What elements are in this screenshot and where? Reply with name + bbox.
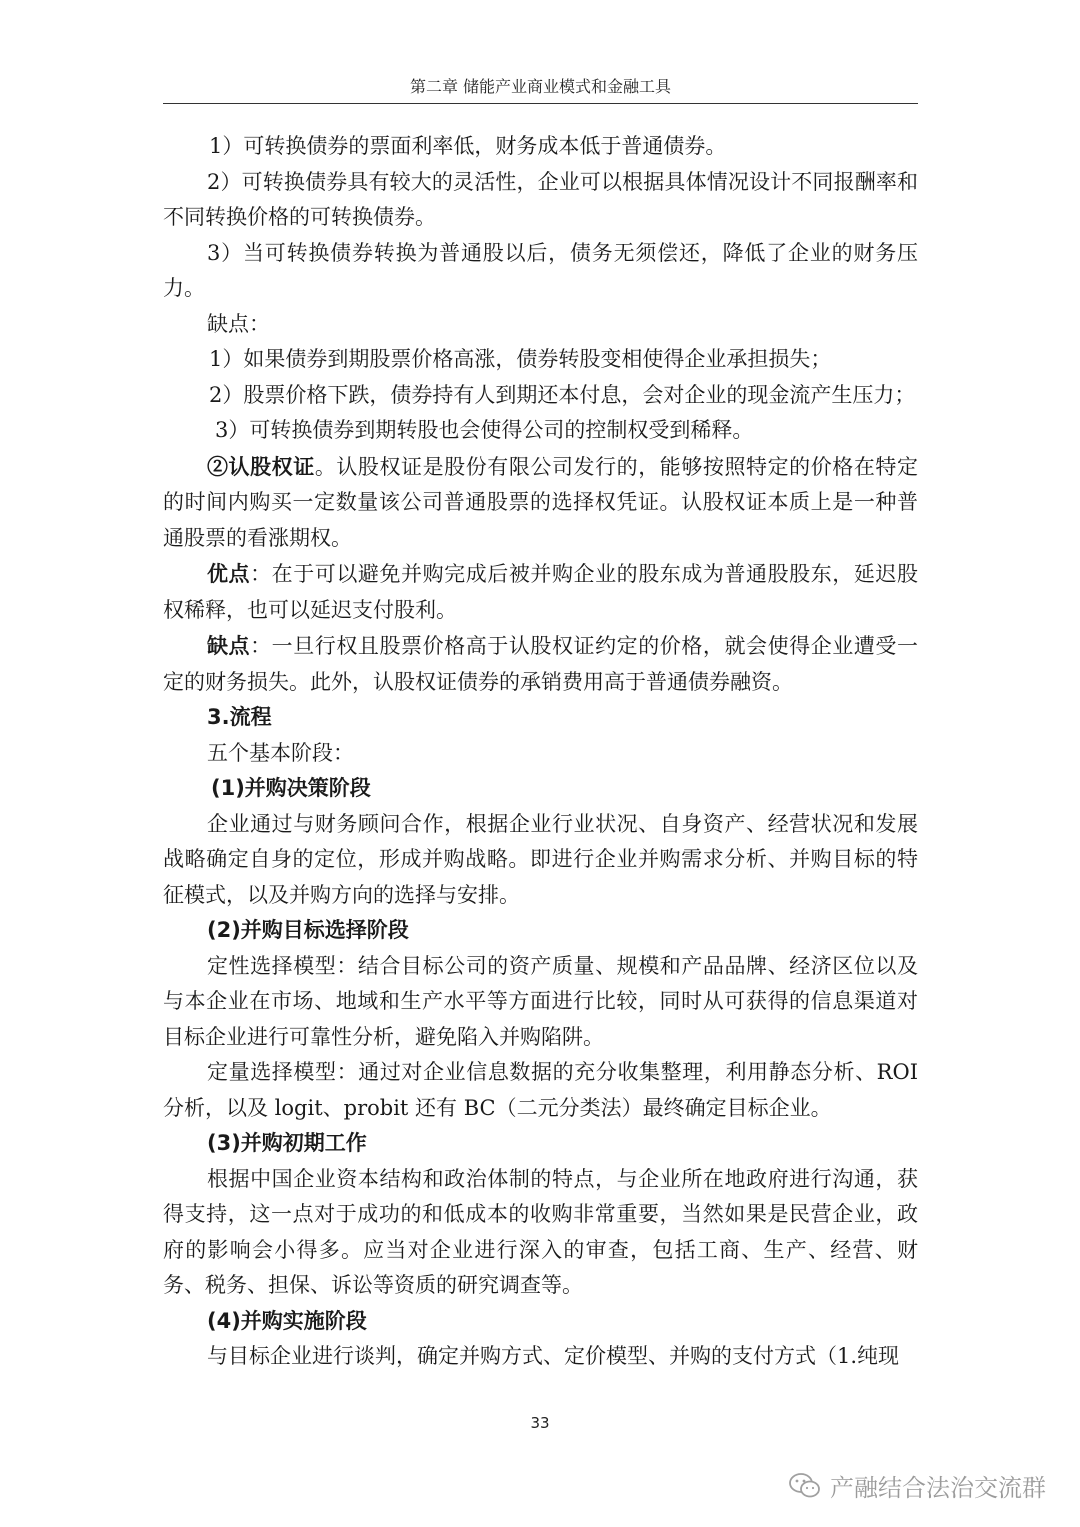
header-divider [163,103,918,104]
qualitative-model-paragraph: 定性选择模型：结合目标公司的资产质量、规模和产品品牌、经济区位以及与本企业在市场、地域和生产水平等方面进行比较，同时从可获得的信息渠道对目标企业进行可靠性分析，避免陷入并购陷阱。 [163,953,918,1049]
disadvantage-item-1: 1）如果债券到期股票价格高涨，债券转股变相使得企业承担损失； [209,347,832,371]
stage-heading-4: (4)并购实施阶段 [207,1308,367,1333]
page-body [163,129,918,1375]
stage-4-paragraph: 与目标企业进行谈判，确定并购方式、定价模型、并购的支付方式（1.纯现 [207,1344,900,1368]
stages-intro: 五个基本阶段： [207,740,354,765]
disadvantage-item-2: 2）股票价格下跌，债券持有人到期还本付息，会对企业的现金流产生压力； [209,382,916,407]
warrant-disadvantage-text: ：一旦行权且股票价格高于认股权证约定的价格，就会使得企业遭受一定的财务损失。此外，认股权证债券的承销费用高于普通债券融资。 [163,634,918,694]
warrant-term: ②认股权证 [207,453,315,479]
warrant-advantage [163,556,918,628]
warrant-definition: 。认股权证是股份有限公司发行的，能够按照特定的价格在特定的时间内购买一定数量该公司普通股票的选择权凭证。认股权证本质上是一种普通股票的看涨期权。 [163,454,918,550]
stage-heading-3: (3)并购初期工作 [207,1131,367,1155]
advantage-item-2: 2）可转换债券具有较大的灵活性，企业可以根据具体情况设计不同报酬率和不同转换价格的可转换债券。 [163,169,918,229]
warrant-disadvantage-label: 缺点 [207,633,251,658]
warrant-disadvantage [163,628,918,700]
page-number: 33 [530,1414,550,1432]
disadvantage-item-3: 3）可转换债券到期转股也会使得公司的控制权受到稀释。 [215,418,754,442]
disadvantages-label: 缺点： [207,311,270,336]
source-watermark [788,1468,1046,1503]
stage-3-paragraph: 根据中国企业资本结构和政治体制的特点，与企业所在地政府进行沟通，获得支持，这一点对于成功的和低成本的收购非常重要，当然如果是民营企业，政府的影响会小得多。应当对企业进行深入的审查，包括工商、生产、经营、财务、税务、担保、诉讼等资质的研究调查等。 [163,1166,918,1297]
chapter-header: 第二章 储能产业商业模式和金融工具 [409,77,672,96]
stage-1-paragraph: 企业通过与财务顾问合作，根据企业行业状况、自身资产、经营状况和发展战略确定自身的定位，形成并购战略。即进行企业并购需求分析、并购目标的特征模式，以及并购方向的选择与安排。 [163,811,918,907]
watermark-text: 产融结合法治交流群 [830,1474,1046,1502]
warrant-advantage-label: 优点 [207,561,251,586]
section-heading-process: 3.流程 [207,705,272,729]
advantage-item-3: 3）当可转换债券转换为普通股以后，债务无须偿还，降低了企业的财务压力。 [163,240,918,300]
quantitative-model-paragraph: 定量选择模型：通过对企业信息数据的充分收集整理，利用静态分析、ROI分析，以及 logit、probit 还有 BC（二元分类法）最终确定目标企业。 [163,1060,918,1120]
advantage-item-1: 1）可转换债券的票面利率低，财务成本低于普通债券。 [209,134,727,158]
warrant-paragraph [163,449,918,557]
warrant-advantage-text: ：在于可以避免并购完成后被并购企业的股东成为普通股股东，延迟股权稀释，也可以延迟支付股利。 [163,562,918,622]
stage-heading-2: (2)并购目标选择阶段 [207,918,409,942]
stage-heading-1: (1)并购决策阶段 [211,776,371,800]
wechat-icon [788,1472,822,1500]
